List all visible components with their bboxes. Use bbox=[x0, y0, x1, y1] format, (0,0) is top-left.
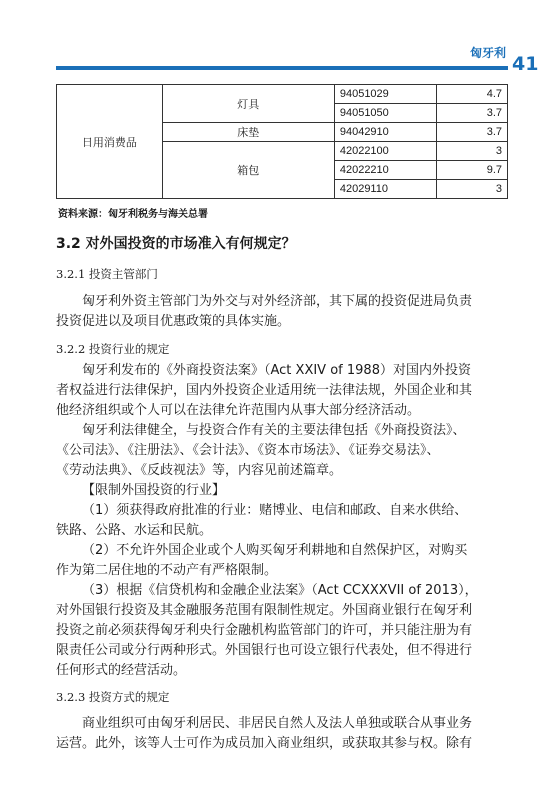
text-line: 运营。此外，该等人士可作为成员加入商业组织，或获取其参与权。除有 bbox=[56, 736, 473, 751]
text-line: （2）不允许外国企业或个人购买匈牙利耕地和自然保护区，对购买 bbox=[82, 543, 468, 558]
text-line: 他经济组织或个人可以在法律允许范围内从事大部分经济活动。 bbox=[56, 403, 421, 418]
paragraph-3-2-3 bbox=[56, 714, 510, 754]
text-line: （3）根据《信贷机构和金融企业法案》（Act CCXXXVII of 2013）， bbox=[82, 583, 478, 598]
running-header-label: 匈牙利 bbox=[469, 46, 506, 60]
text-line: 商业组织可由匈牙利居民、非居民自然人及法人单独或联合从事业务 bbox=[82, 716, 473, 731]
text-line: 者权益进行法律保护，国内外投资企业适用统一法律法规，外国企业和其 bbox=[56, 383, 473, 398]
text-line: 匈牙利外资主管部门为外交与对外经济部，其下属的投资促进局负责 bbox=[82, 294, 473, 309]
hs-code-cell: 42022210 bbox=[334, 161, 436, 180]
text-line: 投资之前必须获得匈牙利央行金融机构监管部门的许可，并只能注册为有 bbox=[56, 623, 473, 638]
hs-code-cell: 94042910 bbox=[334, 123, 436, 142]
header-rule bbox=[56, 66, 508, 70]
hs-code-cell: 42029110 bbox=[334, 180, 436, 199]
text-line: 《公司法》、《注册法》、《会计法》、《资本市场法》、《证券交易法》、 bbox=[56, 443, 440, 458]
tariff-rate-cell: 3 bbox=[436, 142, 507, 161]
paragraph-3-2-1 bbox=[56, 292, 510, 332]
subsection-heading-3-2-3: 3.2.3 投资方式的规定 bbox=[56, 690, 170, 704]
text-line: 对外国银行投资及其金融服务范围有限制性规定。外国商业银行在匈牙利 bbox=[56, 603, 473, 618]
tariff-rate-cell: 4.7 bbox=[436, 85, 507, 104]
section-title: 3.2 对外国投资的市场准入有何规定？ bbox=[56, 236, 296, 252]
source-note: 资料来源：匈牙利税务与海关总署 bbox=[58, 209, 208, 220]
text-line: 匈牙利法律健全，与投资合作有关的主要法律包括《外商投资法》、 bbox=[82, 423, 466, 438]
tariff-rate-cell: 9.7 bbox=[436, 161, 507, 180]
hs-code-cell: 94051050 bbox=[334, 104, 436, 123]
tariff-table bbox=[56, 84, 508, 199]
text-line: 《劳动法典》、《反歧视法》等，内容见前述篇章。 bbox=[56, 463, 343, 478]
hs-code-cell: 94051029 bbox=[334, 85, 436, 104]
text-line: 作为第二居住地的不动产有严格限制。 bbox=[56, 563, 278, 578]
product-cell: 箱包 bbox=[162, 142, 334, 199]
text-line: 匈牙利发布的《外商投资法案》（Act XXIV of 1988）对国内外投资 bbox=[82, 363, 471, 378]
category-cell: 日用消费品 bbox=[57, 85, 163, 199]
product-cell: 灯具 bbox=[162, 85, 334, 123]
text-line: 投资促进以及项目优惠政策的具体实施。 bbox=[56, 314, 291, 329]
paragraph-3-2-2 bbox=[56, 361, 510, 681]
restricted-industries-heading: 【限制外国投资的行业】 bbox=[82, 483, 226, 498]
tariff-rate-cell: 3 bbox=[436, 180, 507, 199]
product-cell: 床垫 bbox=[162, 123, 334, 142]
subsection-heading-3-2-2: 3.2.2 投资行业的规定 bbox=[56, 342, 170, 356]
hs-code-cell: 42022100 bbox=[334, 142, 436, 161]
text-line: （1）须获得政府批准的行业：赌博业、电信和邮政、自来水供给、 bbox=[82, 503, 468, 518]
tariff-rate-cell: 3.7 bbox=[436, 123, 507, 142]
table-row bbox=[57, 85, 508, 104]
tariff-rate-cell: 3.7 bbox=[436, 104, 507, 123]
text-line: 限责任公司或分行两种形式。外国银行也可设立银行代表处，但不得进行 bbox=[56, 643, 473, 658]
text-line: 铁路、公路、水运和民航。 bbox=[56, 523, 213, 538]
subsection-heading-3-2-1: 3.2.1 投资主管部门 bbox=[56, 267, 158, 281]
page-number: 41 bbox=[512, 53, 539, 75]
text-line: 任何形式的经营活动。 bbox=[56, 663, 187, 678]
